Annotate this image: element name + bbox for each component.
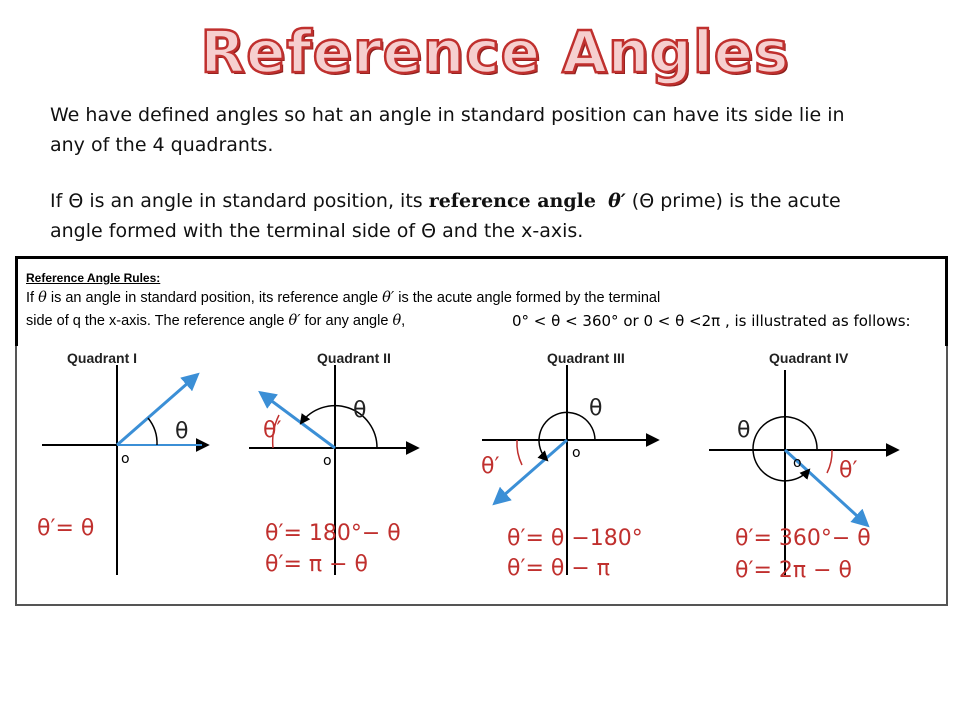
q1-theta-arc bbox=[148, 418, 157, 445]
rules-l2-b: for any angle bbox=[300, 313, 393, 329]
q2-formula-2: θ′= π − θ bbox=[265, 552, 369, 577]
q4-formula-2: θ′= 2π − θ bbox=[735, 558, 853, 583]
q4-formula-1: θ′= 360°− θ bbox=[735, 526, 871, 551]
rules-l1-a: If bbox=[26, 290, 39, 306]
rules-l1-c: is the acute angle formed by the terminal bbox=[394, 290, 661, 306]
q2-prime-label: θ′ bbox=[263, 418, 282, 443]
q2-formula-1: θ′= 180°− θ bbox=[265, 521, 401, 546]
q3-origin: o bbox=[572, 445, 581, 461]
rules-line-2 bbox=[26, 313, 405, 329]
q3-formula-2: θ′= θ − π bbox=[507, 556, 611, 581]
q3-theta-label: θ bbox=[589, 396, 603, 421]
quadrant-1-heading: Quadrant I bbox=[67, 350, 138, 366]
q2-origin: o bbox=[323, 453, 332, 469]
rules-l2-theta: θ bbox=[392, 313, 402, 329]
q1-formula-1: θ′= θ bbox=[37, 516, 95, 541]
q3-terminal-arrow bbox=[495, 440, 567, 503]
quadrant-2-heading: Quadrant II bbox=[317, 350, 391, 366]
q1-origin: o bbox=[121, 451, 130, 467]
q4-origin: o bbox=[793, 455, 802, 471]
slide-title-text: Reference Angles bbox=[200, 18, 790, 86]
rules-l2-c: , bbox=[401, 313, 406, 329]
rules-l1-thetap: θ′ bbox=[382, 290, 395, 306]
q2-theta-label: θ bbox=[353, 398, 367, 423]
quadrant-4-panel bbox=[709, 350, 897, 583]
rules-l1-theta: θ bbox=[38, 290, 47, 306]
intro-p2-before: If Θ is an angle in standard position, its bbox=[50, 190, 429, 212]
q4-prime-arc bbox=[827, 450, 832, 473]
quadrant-1-panel bbox=[37, 350, 207, 575]
q4-prime-label: θ′ bbox=[839, 458, 858, 483]
q3-prime-arc bbox=[517, 440, 522, 465]
quadrant-3-panel bbox=[481, 350, 657, 581]
rules-line-1 bbox=[26, 290, 660, 306]
reference-angle-term: reference angle bbox=[428, 190, 596, 212]
q1-theta-label: θ bbox=[175, 419, 189, 444]
slide-title bbox=[0, 18, 960, 86]
quadrant-2-panel bbox=[249, 350, 417, 577]
intro-paragraph-1: We have defined angles so hat an angle in standard position can have its side lie in any of the 4 quadrants. bbox=[50, 104, 845, 156]
rules-range: 0° < θ < 360° or 0 < θ <2π , is illustrated as follows: bbox=[512, 312, 911, 330]
rules-l2-a: side of q the x-axis. The reference angle bbox=[26, 313, 289, 329]
q4-theta-label: θ bbox=[737, 418, 751, 443]
q3-prime-label: θ′ bbox=[481, 454, 500, 479]
rules-l1-b: is an angle in standard position, its reference angle bbox=[46, 290, 383, 306]
theta-prime-symbol: θ′ bbox=[608, 190, 626, 212]
quadrant-diagrams bbox=[17, 345, 947, 603]
intro-paragraph-2 bbox=[50, 186, 880, 246]
quadrant-3-heading: Quadrant III bbox=[547, 350, 625, 366]
rules-heading: Reference Angle Rules: bbox=[26, 271, 161, 285]
q3-formula-1: θ′= θ −180° bbox=[507, 526, 643, 551]
intro-p2-after: (Θ prime) is the acute angle formed with the terminal side of Θ and the x-axis. bbox=[50, 190, 841, 242]
rules-l2-thetap: θ′ bbox=[288, 313, 301, 329]
quadrant-4-heading: Quadrant IV bbox=[769, 350, 849, 366]
